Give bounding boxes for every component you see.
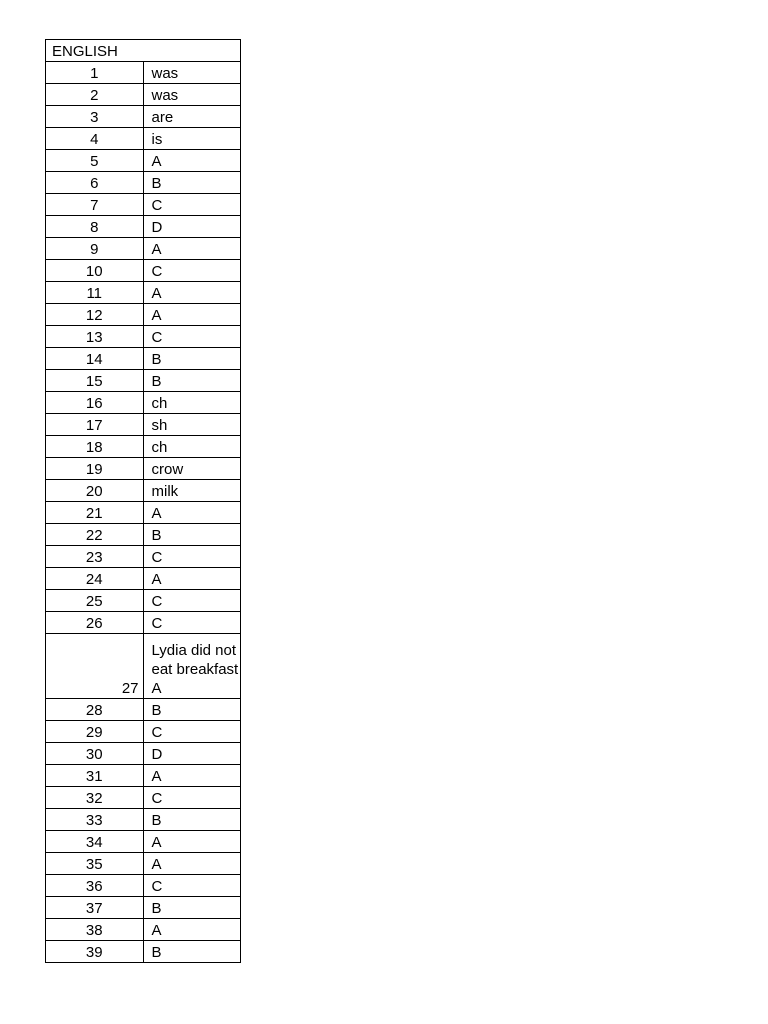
answer-cell: A [143, 502, 241, 524]
question-number: 25 [46, 590, 144, 612]
question-number: 17 [46, 414, 144, 436]
table-row [46, 809, 241, 831]
answer-cell: A [143, 919, 241, 941]
table-row [46, 634, 241, 699]
answer-cell: was [143, 84, 241, 106]
question-number: 15 [46, 370, 144, 392]
table-row [46, 128, 241, 150]
question-number: 6 [46, 172, 144, 194]
answer-key-body [46, 40, 241, 963]
table-row [46, 743, 241, 765]
answer-cell: are [143, 106, 241, 128]
question-number: 7 [46, 194, 144, 216]
table-row [46, 84, 241, 106]
table-row [46, 194, 241, 216]
answer-cell: B [143, 370, 241, 392]
table-row [46, 875, 241, 897]
question-number: 4 [46, 128, 144, 150]
answer-cell: D [143, 216, 241, 238]
answer-cell: C [143, 787, 241, 809]
question-number: 33 [46, 809, 144, 831]
table-row [46, 216, 241, 238]
table-row [46, 348, 241, 370]
answer-line: eat breakfast [151, 661, 239, 678]
answer-cell: sh [143, 414, 241, 436]
answer-key-table [45, 39, 241, 963]
answer-cell: ch [143, 436, 241, 458]
table-row [46, 919, 241, 941]
table-row [46, 326, 241, 348]
table-row [46, 568, 241, 590]
question-number: 24 [46, 568, 144, 590]
answer-cell: A [143, 853, 241, 875]
table-row [46, 787, 241, 809]
question-number: 13 [46, 326, 144, 348]
table-row [46, 831, 241, 853]
table-row [46, 897, 241, 919]
answer-cell: B [143, 524, 241, 546]
answer-cell: was [143, 62, 241, 84]
question-number: 16 [46, 392, 144, 414]
question-number: 5 [46, 150, 144, 172]
table-row [46, 458, 241, 480]
table-row [46, 150, 241, 172]
table-row [46, 524, 241, 546]
table-row [46, 765, 241, 787]
answer-cell: C [143, 721, 241, 743]
answer-cell: crow [143, 458, 241, 480]
question-number: 34 [46, 831, 144, 853]
answer-cell: milk [143, 480, 241, 502]
table-row [46, 612, 241, 634]
question-number: 39 [46, 941, 144, 963]
answer-cell: A [143, 304, 241, 326]
table-row [46, 721, 241, 743]
table-row [46, 414, 241, 436]
question-number: 20 [46, 480, 144, 502]
table-row [46, 480, 241, 502]
question-number: 32 [46, 787, 144, 809]
question-number: 31 [46, 765, 144, 787]
table-row [46, 172, 241, 194]
table-row [46, 282, 241, 304]
table-row [46, 260, 241, 282]
answer-cell: C [143, 590, 241, 612]
question-number: 14 [46, 348, 144, 370]
answer-cell: A [143, 282, 241, 304]
question-number: 11 [46, 282, 144, 304]
answer-cell: B [143, 699, 241, 721]
question-number: 19 [46, 458, 144, 480]
table-row [46, 436, 241, 458]
question-number: 26 [46, 612, 144, 634]
table-row [46, 853, 241, 875]
table-row [46, 106, 241, 128]
table-row [46, 392, 241, 414]
answer-cell: A [143, 238, 241, 260]
answer-cell: C [143, 260, 241, 282]
table-row [46, 941, 241, 963]
answer-cell: A [143, 150, 241, 172]
table-row [46, 238, 241, 260]
answer-cell: C [143, 546, 241, 568]
question-number: 28 [46, 699, 144, 721]
question-number: 21 [46, 502, 144, 524]
table-row [46, 62, 241, 84]
answer-cell: B [143, 941, 241, 963]
question-number: 8 [46, 216, 144, 238]
question-number: 36 [46, 875, 144, 897]
answer-cell: B [143, 348, 241, 370]
answer-cell: B [143, 172, 241, 194]
question-number: 35 [46, 853, 144, 875]
question-number: 2 [46, 84, 144, 106]
answer-cell: D [143, 743, 241, 765]
question-number: 30 [46, 743, 144, 765]
question-number: 9 [46, 238, 144, 260]
answer-cell: A [143, 765, 241, 787]
table-row [46, 590, 241, 612]
question-number: 10 [46, 260, 144, 282]
answer-cell [143, 634, 241, 699]
question-number: 27 [46, 634, 144, 699]
answer-cell: C [143, 875, 241, 897]
question-number: 37 [46, 897, 144, 919]
answer-cell: A [143, 831, 241, 853]
answer-cell: C [143, 612, 241, 634]
answer-line: Lydia did not [151, 642, 237, 659]
answer-cell: B [143, 897, 241, 919]
question-number: 18 [46, 436, 144, 458]
question-number: 38 [46, 919, 144, 941]
answer-cell: B [143, 809, 241, 831]
table-row [46, 304, 241, 326]
answer-cell: is [143, 128, 241, 150]
question-number: 12 [46, 304, 144, 326]
table-header-row [46, 40, 241, 62]
answer-cell: A [143, 568, 241, 590]
question-number: 22 [46, 524, 144, 546]
subject-title: ENGLISH [46, 40, 241, 62]
question-number: 1 [46, 62, 144, 84]
table-row [46, 546, 241, 568]
question-number: 3 [46, 106, 144, 128]
question-number: 23 [46, 546, 144, 568]
answer-cell: C [143, 194, 241, 216]
table-row [46, 502, 241, 524]
answer-line: A [151, 680, 162, 697]
table-row [46, 370, 241, 392]
question-number: 29 [46, 721, 144, 743]
answer-cell: C [143, 326, 241, 348]
table-row [46, 699, 241, 721]
answer-cell: ch [143, 392, 241, 414]
